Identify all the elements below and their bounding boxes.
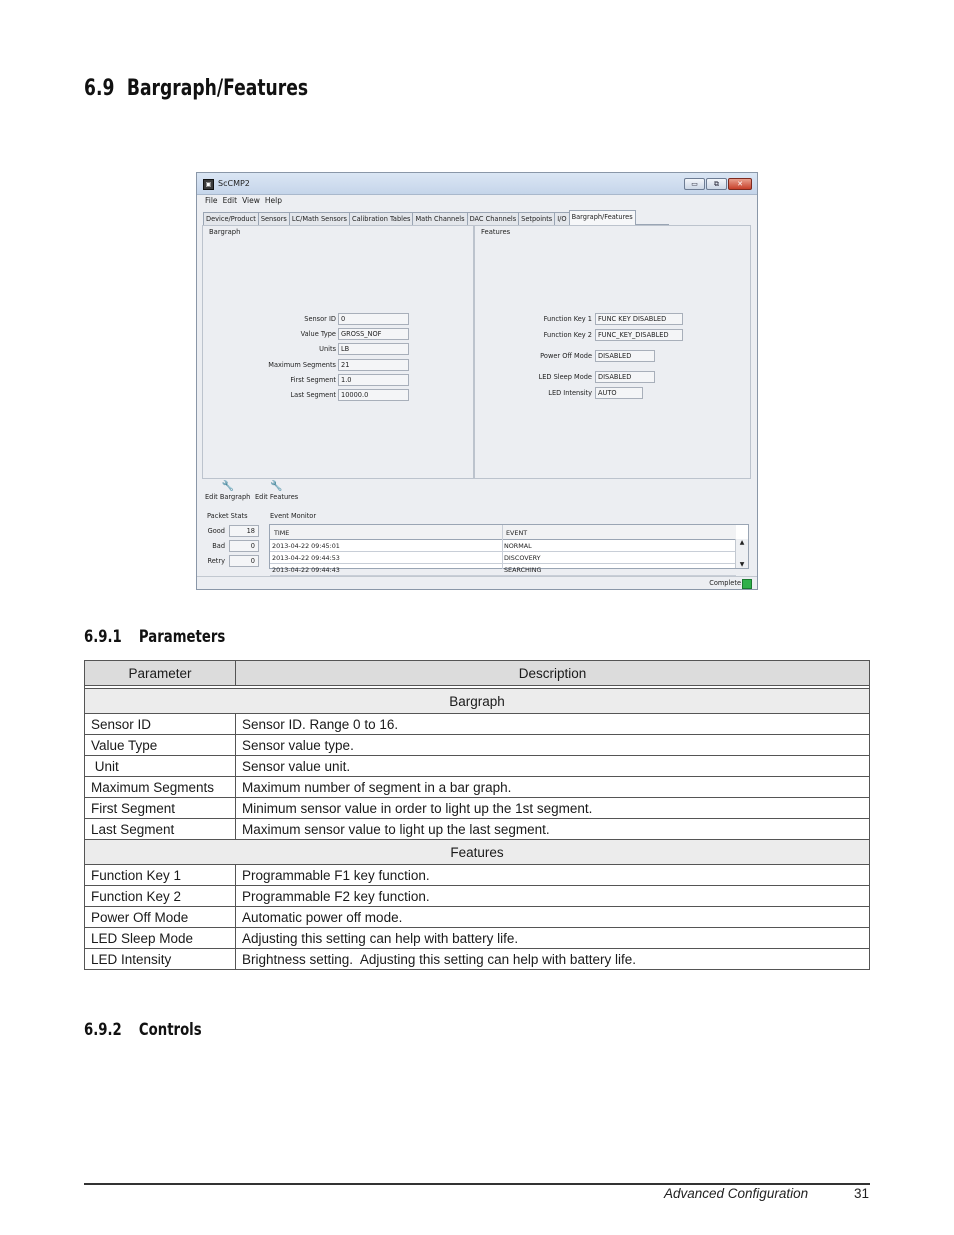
maximum-segments-row bbox=[203, 359, 336, 372]
field-label: Last Segment bbox=[290, 391, 336, 399]
table-row[interactable] bbox=[270, 564, 736, 576]
last-segment-row bbox=[203, 389, 336, 402]
power-off-mode-field[interactable]: DISABLED bbox=[595, 350, 655, 362]
section-title: Bargraph bbox=[85, 689, 870, 714]
led-intensity-field[interactable]: AUTO bbox=[595, 387, 643, 399]
parameters-table bbox=[84, 660, 870, 970]
param-description: Adjusting this setting can help with battery life. bbox=[236, 928, 870, 949]
minimize-button[interactable]: ▭ bbox=[684, 178, 705, 190]
app-icon: ▣ bbox=[203, 179, 214, 190]
section-title: Bargraph/Features bbox=[126, 76, 309, 101]
stat-value: 0 bbox=[229, 555, 259, 567]
good-stat bbox=[197, 525, 259, 538]
table-row bbox=[85, 798, 870, 819]
stat-value: 0 bbox=[229, 540, 259, 552]
event-time: 2013-04-22 09:44:53 bbox=[272, 554, 340, 562]
sensor-id-row bbox=[203, 313, 336, 326]
field-label: Value Type bbox=[300, 330, 336, 338]
event-name: DISCOVERY bbox=[504, 554, 541, 562]
param-description: Brightness setting. Adjusting this setting can help with battery life. bbox=[236, 949, 870, 970]
tab-dac-channels[interactable]: DAC Channels bbox=[467, 212, 520, 225]
param-description: Minimum sensor value in order to light up the 1st segment. bbox=[236, 798, 870, 819]
event-name: SEARCHING bbox=[504, 566, 542, 574]
sensor-id-field[interactable]: 0 bbox=[338, 313, 409, 325]
status-led-icon bbox=[742, 579, 752, 589]
param-description: Sensor ID. Range 0 to 16. bbox=[236, 714, 870, 735]
param-description: Sensor value unit. bbox=[236, 756, 870, 777]
units-field[interactable]: LB bbox=[338, 343, 409, 355]
parameters-heading bbox=[84, 627, 225, 647]
event-table-scrollbar[interactable] bbox=[735, 539, 748, 568]
param-description: Maximum number of segment in a bar graph. bbox=[236, 777, 870, 798]
param-description: Programmable F2 key function. bbox=[236, 886, 870, 907]
controls-heading bbox=[84, 1020, 202, 1040]
table-row bbox=[85, 735, 870, 756]
menu-bar bbox=[205, 196, 287, 205]
parameters-heading-title: Parameters bbox=[138, 627, 226, 647]
status-text: Complete bbox=[709, 579, 741, 587]
bargraph-panel-title: Bargraph bbox=[209, 228, 241, 236]
param-name: Function Key 2 bbox=[85, 886, 236, 907]
function-key-1-row bbox=[475, 313, 592, 326]
table-row bbox=[85, 928, 870, 949]
function-key-2-field[interactable]: FUNC_KEY_DISABLED bbox=[595, 329, 683, 341]
retry-stat bbox=[197, 555, 259, 568]
section-title: Features bbox=[85, 840, 870, 865]
table-row bbox=[85, 714, 870, 735]
section-number: 6.9 bbox=[84, 76, 115, 101]
table-row[interactable] bbox=[270, 540, 736, 552]
event-column-header[interactable]: EVENT bbox=[506, 529, 528, 537]
table-header-row bbox=[85, 661, 870, 686]
param-description: Sensor value type. bbox=[236, 735, 870, 756]
footer-page-number: 31 bbox=[854, 1186, 870, 1201]
tab-calibration-tables[interactable]: Calibration Tables bbox=[349, 212, 413, 225]
menu-edit[interactable]: Edit bbox=[222, 196, 238, 205]
controls-heading-number: 6.9.2 bbox=[84, 1020, 122, 1040]
power-off-mode-row bbox=[475, 350, 592, 363]
table-row bbox=[85, 777, 870, 798]
param-name: Sensor ID bbox=[85, 714, 236, 735]
table-row[interactable] bbox=[270, 552, 736, 564]
packet-stats-title: Packet Stats bbox=[207, 512, 248, 520]
controls-heading-title: Controls bbox=[138, 1020, 202, 1040]
app-window-screenshot bbox=[196, 172, 758, 590]
table-row bbox=[85, 865, 870, 886]
field-label: Sensor ID bbox=[304, 315, 336, 323]
param-name: Function Key 1 bbox=[85, 865, 236, 886]
stat-label: Retry bbox=[207, 557, 225, 565]
first-segment-field[interactable]: 1.0 bbox=[338, 374, 409, 386]
tab-sensors[interactable]: Sensors bbox=[258, 212, 290, 225]
time-column-header[interactable]: TIME bbox=[274, 529, 290, 537]
function-key-1-field[interactable]: FUNC KEY DISABLED bbox=[595, 313, 683, 325]
table-row bbox=[85, 886, 870, 907]
description-column-header: Description bbox=[236, 661, 870, 686]
stat-label: Good bbox=[207, 527, 225, 535]
tab-io[interactable]: I/O bbox=[554, 212, 569, 225]
field-label: Units bbox=[319, 345, 336, 353]
field-label: Power Off Mode bbox=[540, 352, 592, 360]
footer-rule bbox=[84, 1183, 870, 1185]
param-description: Automatic power off mode. bbox=[236, 907, 870, 928]
bad-stat bbox=[197, 540, 259, 553]
param-name: Unit bbox=[85, 756, 236, 777]
event-monitor-title: Event Monitor bbox=[270, 512, 317, 520]
edit-bargraph-label: Edit Bargraph bbox=[205, 493, 251, 501]
param-name: Value Type bbox=[85, 735, 236, 756]
table-row bbox=[85, 819, 870, 840]
event-time: 2013-04-22 09:45:01 bbox=[272, 542, 340, 550]
stat-value: 18 bbox=[229, 525, 259, 537]
led-sleep-mode-field[interactable]: DISABLED bbox=[595, 371, 655, 383]
field-label: Function Key 2 bbox=[543, 331, 592, 339]
value-type-row bbox=[203, 328, 336, 341]
event-table-header bbox=[270, 525, 736, 540]
param-name: LED Sleep Mode bbox=[85, 928, 236, 949]
features-panel bbox=[474, 225, 751, 479]
value-type-field[interactable]: GROSS_NOF bbox=[338, 328, 409, 340]
param-name: First Segment bbox=[85, 798, 236, 819]
field-label: Maximum Segments bbox=[268, 361, 336, 369]
title-bar bbox=[197, 173, 757, 195]
close-button[interactable]: ✕ bbox=[728, 178, 752, 190]
field-label: LED Intensity bbox=[548, 389, 592, 397]
param-description: Maximum sensor value to light up the last segment. bbox=[236, 819, 870, 840]
table-row bbox=[85, 907, 870, 928]
edit-bargraph-button[interactable] bbox=[205, 481, 250, 501]
menu-file[interactable]: File bbox=[205, 196, 218, 205]
param-name: Maximum Segments bbox=[85, 777, 236, 798]
tab-device-product[interactable]: Device/Product bbox=[203, 212, 259, 225]
table-row bbox=[85, 949, 870, 970]
event-monitor-table bbox=[269, 524, 749, 574]
parameter-column-header: Parameter bbox=[85, 661, 236, 686]
function-key-2-row bbox=[475, 329, 592, 342]
param-name: Last Segment bbox=[85, 819, 236, 840]
menu-view[interactable]: View bbox=[242, 196, 260, 205]
tab-lc-math-sensors[interactable]: LC/Math Sensors bbox=[289, 212, 350, 225]
param-name: Power Off Mode bbox=[85, 907, 236, 928]
section-heading bbox=[84, 76, 308, 101]
features-panel-title: Features bbox=[481, 228, 511, 236]
window-title: ScCMP2 bbox=[218, 179, 250, 188]
tab-math-channels[interactable]: Math Channels bbox=[412, 212, 467, 225]
tab-bargraph-features[interactable]: Bargraph/Features bbox=[569, 210, 636, 225]
field-label: LED Sleep Mode bbox=[538, 373, 592, 381]
param-name: LED Intensity bbox=[85, 949, 236, 970]
first-segment-row bbox=[203, 374, 336, 387]
scroll-up-icon[interactable]: ▲ bbox=[739, 539, 745, 546]
edit-features-label: Edit Features bbox=[255, 493, 299, 501]
led-sleep-mode-row bbox=[475, 371, 592, 384]
table-row bbox=[85, 756, 870, 777]
tab-setpoints[interactable]: Setpoints bbox=[518, 212, 555, 225]
field-label: First Segment bbox=[290, 376, 336, 384]
event-time: 2013-04-22 09:44:43 bbox=[272, 566, 340, 574]
scroll-down-icon[interactable]: ▼ bbox=[739, 561, 745, 568]
stat-label: Bad bbox=[212, 542, 225, 550]
maximum-segments-field[interactable]: 21 bbox=[338, 359, 409, 371]
wrench-icon: 🔧 bbox=[221, 481, 234, 492]
field-label: Function Key 1 bbox=[543, 315, 592, 323]
tab-strip bbox=[203, 210, 669, 225]
column-divider bbox=[502, 525, 503, 569]
led-intensity-row bbox=[475, 387, 592, 400]
event-name: NORMAL bbox=[504, 542, 532, 550]
bargraph-panel bbox=[202, 225, 474, 479]
param-description: Programmable F1 key function. bbox=[236, 865, 870, 886]
menu-help[interactable]: Help bbox=[264, 196, 283, 205]
footer-section-name: Advanced Configuration bbox=[664, 1186, 809, 1201]
bargraph-section-row bbox=[85, 689, 870, 714]
features-section-row bbox=[85, 840, 870, 865]
wrench-icon: 🔧 bbox=[270, 481, 283, 492]
parameters-heading-number: 6.9.1 bbox=[84, 627, 122, 647]
units-row bbox=[203, 343, 336, 356]
status-bar bbox=[197, 576, 757, 589]
restore-button[interactable]: ⧉ bbox=[706, 178, 727, 190]
edit-features-button[interactable] bbox=[255, 481, 298, 501]
last-segment-field[interactable]: 10000.0 bbox=[338, 389, 409, 401]
